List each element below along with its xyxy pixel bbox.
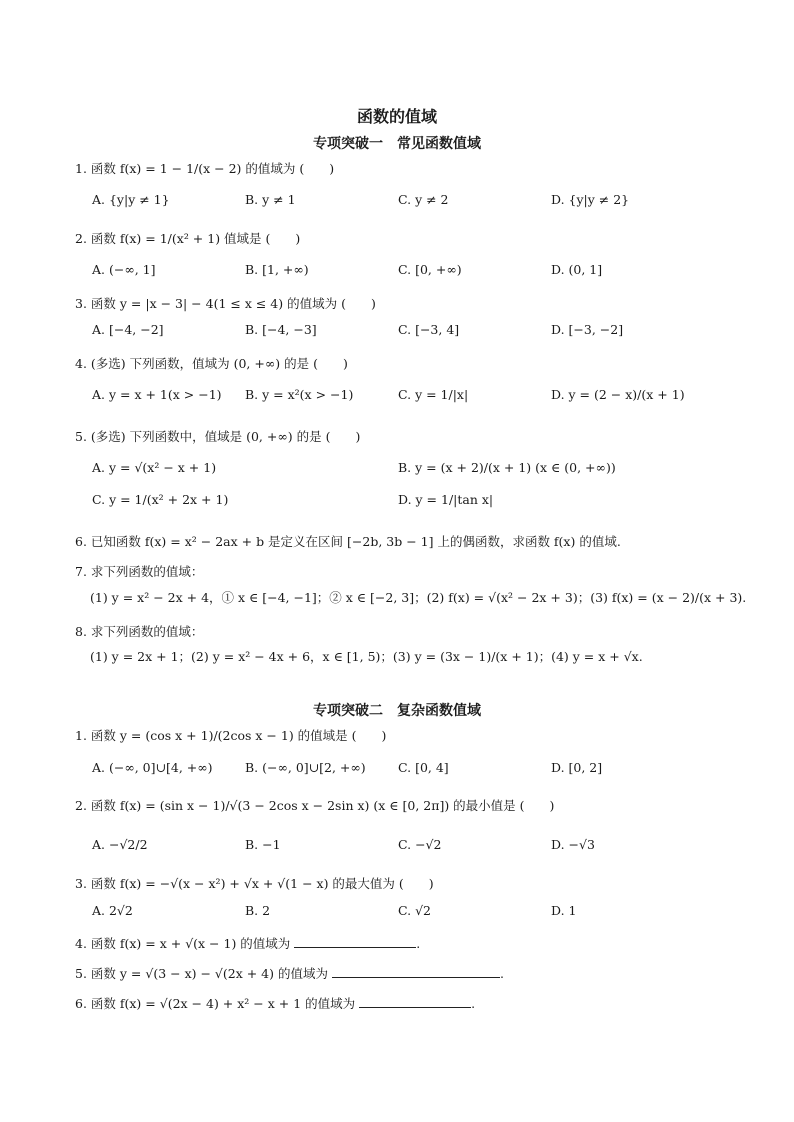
- section-heading-2: 专项突破二 复杂函数值域: [313, 703, 481, 719]
- s2-q4-tail: .: [416, 936, 421, 951]
- q2-option-a: A. (−∞, 1]: [92, 262, 156, 277]
- s2-q1-option-a: A. (−∞, 0]∪[4, +∞): [92, 760, 213, 775]
- q5-option-a: A. y = √(x² − x + 1): [92, 460, 217, 475]
- s2-q1-option-c: C. [0, 4]: [398, 760, 449, 775]
- question-2-stem: 2. 函数 f(x) = 1/(x² + 1) 值域是 ( ): [75, 231, 301, 246]
- q4-option-a: A. y = x + 1(x > −1): [92, 387, 222, 402]
- s2-q6-answer-blank[interactable]: [359, 995, 471, 1008]
- question-6-stem: 6. 已知函数 f(x) = x² − 2ax + b 是定义在区间 [−2b, 3b − 1] 上的偶函数，求函数 f(x) 的值域.: [75, 534, 621, 549]
- q5-option-b: B. y = (x + 2)/(x + 1) (x ∈ (0, +∞)): [398, 460, 616, 475]
- question-4-stem: 4. (多选) 下列函数，值域为 (0, +∞) 的是 ( ): [75, 356, 348, 371]
- q3-option-b: B. [−4, −3]: [245, 322, 317, 337]
- s2-q4-stem: 4. 函数 f(x) = x + √(x − 1) 的值域为: [75, 936, 291, 951]
- s2-question-1-stem: 1. 函数 y = (cos x + 1)/(2cos x − 1) 的值域是 ( ): [75, 728, 387, 743]
- q3-option-c: C. [−3, 4]: [398, 322, 460, 337]
- s2-question-4: [75, 935, 420, 953]
- s2-q2-option-c: C. −√2: [398, 837, 442, 852]
- q1-option-c: C. y ≠ 2: [398, 192, 449, 207]
- page-title: 函数的值域: [356, 107, 437, 126]
- q2-option-b: B. [1, +∞): [245, 262, 309, 277]
- s2-question-6: [75, 995, 475, 1013]
- s2-q2-option-b: B. −1: [245, 837, 281, 852]
- q4-option-b: B. y = x²(x > −1): [245, 387, 354, 402]
- s2-q1-option-d: D. [0, 2]: [551, 760, 603, 775]
- q2-option-c: C. [0, +∞): [398, 262, 462, 277]
- s2-q3-option-b: B. 2: [245, 903, 271, 918]
- s2-q2-option-a: A. −√2/2: [92, 837, 148, 852]
- s2-q5-tail: .: [499, 966, 504, 981]
- q1-option-d: D. {y|y ≠ 2}: [551, 192, 630, 207]
- question-7-stem: 7. 求下列函数的值域：: [75, 564, 204, 579]
- q4-option-d: D. y = (2 − x)/(x + 1): [551, 387, 685, 402]
- q1-option-b: B. y ≠ 1: [245, 192, 296, 207]
- s2-question-5: [75, 965, 504, 983]
- s2-q6-stem: 6. 函数 f(x) = √(2x − 4) + x² − x + 1 的值域为: [75, 996, 356, 1011]
- q5-option-c: C. y = 1/(x² + 2x + 1): [92, 492, 229, 507]
- q3-option-d: D. [−3, −2]: [551, 322, 624, 337]
- s2-q3-option-d: D. 1: [551, 903, 577, 918]
- question-1-stem: 1. 函数 f(x) = 1 − 1/(x − 2) 的值域为 ( ): [75, 161, 335, 176]
- section-heading-1: 专项突破一 常见函数值域: [313, 136, 481, 152]
- s2-q2-option-d: D. −√3: [551, 837, 595, 852]
- question-8-detail: (1) y = 2x + 1；(2) y = x² − 4x + 6，x ∈ [1, 5)；(3) y = (3x − 1)/(x + 1)；(4) y = x + √x.: [90, 649, 643, 664]
- s2-q5-answer-blank[interactable]: [332, 965, 500, 978]
- s2-q5-stem: 5. 函数 y = √(3 − x) − √(2x + 4) 的值域为: [75, 966, 328, 981]
- s2-question-2-stem: 2. 函数 f(x) = (sin x − 1)/√(3 − 2cos x − 2sin x) (x ∈ [0, 2π]) 的最小值是 ( ): [75, 798, 555, 813]
- q2-option-d: D. (0, 1]: [551, 262, 603, 277]
- s2-q4-answer-blank[interactable]: [294, 935, 416, 948]
- question-3-stem: 3. 函数 y = |x − 3| − 4(1 ≤ x ≤ 4) 的值域为 ( ): [75, 296, 376, 311]
- s2-question-3-stem: 3. 函数 f(x) = −√(x − x²) + √x + √(1 − x) 的最大值为 ( ): [75, 876, 434, 891]
- question-5-stem: 5. (多选) 下列函数中，值域是 (0, +∞) 的是 ( ): [75, 429, 361, 444]
- q3-option-a: A. [−4, −2]: [92, 322, 164, 337]
- s2-q6-tail: .: [471, 996, 476, 1011]
- question-7-detail: (1) y = x² − 2x + 4，① x ∈ [−4, −1]；② x ∈ [−2, 3]；(2) f(x) = √(x² − 2x + 3)；(3) f(x) = (x − 2)/(x + 3).: [90, 590, 747, 605]
- s2-q3-option-a: A. 2√2: [92, 903, 133, 918]
- s2-q1-option-b: B. (−∞, 0]∪[2, +∞): [245, 760, 366, 775]
- s2-q3-option-c: C. √2: [398, 903, 431, 918]
- q1-option-a: A. {y|y ≠ 1}: [92, 192, 170, 207]
- q5-option-d: D. y = 1/|tan x|: [398, 492, 494, 507]
- question-8-stem: 8. 求下列函数的值域：: [75, 624, 204, 639]
- q4-option-c: C. y = 1/|x|: [398, 387, 469, 402]
